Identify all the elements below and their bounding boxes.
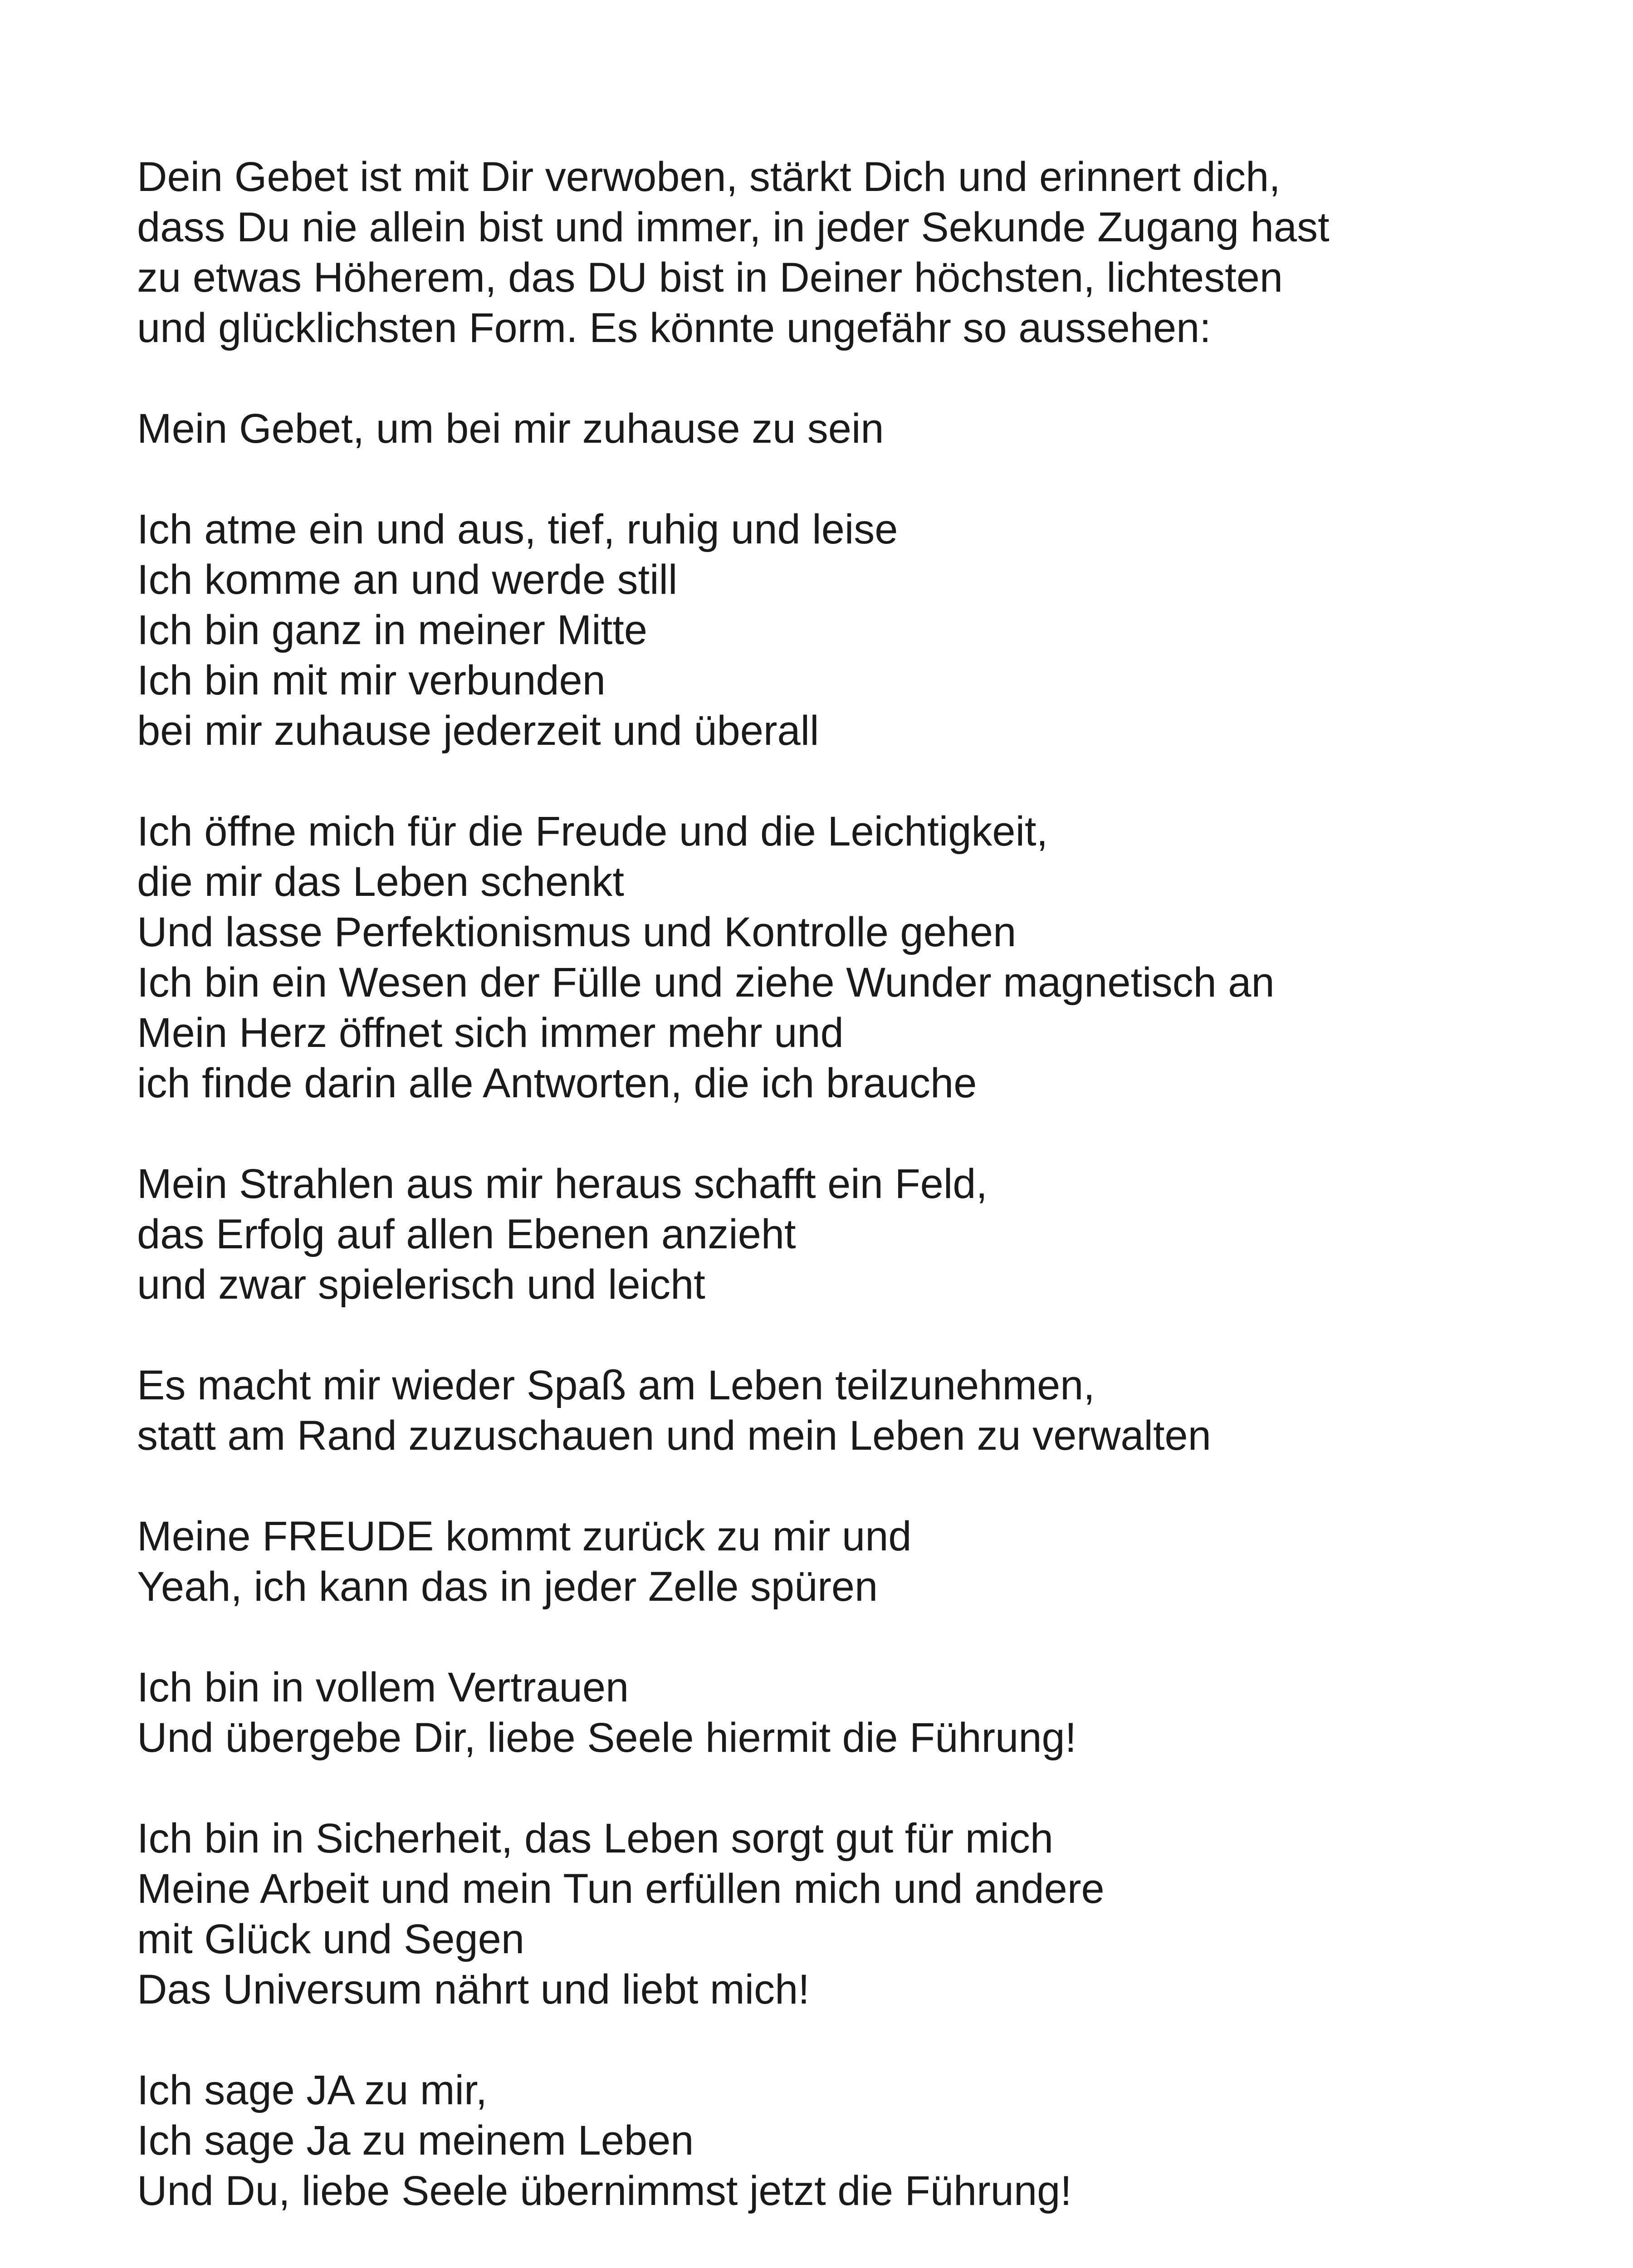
intro-line: Dein Gebet ist mit Dir verwoben, stärkt Dich und erinnert dich, [137,154,1281,200]
verse-line: Ich sage Ja zu meinem Leben [137,2117,694,2164]
verse-line: Ich bin mit mir verbunden [137,657,606,704]
verse-line: Ich bin ganz in meiner Mitte [137,607,647,653]
verse-line: das Erfolg auf allen Ebenen anzieht [137,1211,796,1257]
stanza-3 [137,1159,1498,1310]
verse-line: Meine Arbeit und mein Tun erfüllen mich und andere [137,1866,1105,1912]
spacer [137,2015,1498,2065]
body-text [137,152,1498,2216]
intro-line: und glücklichsten Form. Es könnte ungefähr so aussehen: [137,305,1211,351]
verse-line: Mein Herz öffnet sich immer mehr und [137,1010,844,1056]
verse-line: Und lasse Perfektionismus und Kontrolle gehen [137,909,1017,955]
verse-line: Es macht mir wieder Spaß am Leben teilzunehmen, [137,1362,1095,1408]
stanza-2 [137,807,1498,1109]
verse-line: Ich atme ein und aus, tief, ruhig und leise [137,506,898,552]
stanza-5 [137,1511,1498,1612]
verse-line: Meine FREUDE kommt zurück zu mir und [137,1513,912,1559]
verse-line: mit Glück und Segen [137,1916,525,1962]
verse-line: bei mir zuhause jederzeit und überall [137,708,819,754]
prayer-title: Mein Gebet, um bei mir zuhause zu sein [137,406,884,452]
verse-line: Und übergebe Dir, liebe Seele hiermit die Führung! [137,1715,1077,1761]
spacer [137,1612,1498,1662]
verse-line: statt am Rand zuzuschauen und mein Leben zu verwalten [137,1413,1211,1459]
verse-line: Ich bin in vollem Vertrauen [137,1664,629,1711]
spacer [137,1310,1498,1360]
verse-line: Yeah, ich kann das in jeder Zelle spüren [137,1564,878,1610]
spacer [137,353,1498,404]
verse-line: Ich bin ein Wesen der Fülle und ziehe Wunder magnetisch an [137,959,1275,1006]
verse-line: und zwar spielerisch und leicht [137,1261,705,1308]
stanza-1 [137,504,1498,756]
stanza-8 [137,2065,1498,2216]
intro-line: dass Du nie allein bist und immer, in jeder Sekunde Zugang hast [137,204,1330,250]
intro-line: zu etwas Höherem, das DU bist in Deiner höchsten, lichtesten [137,254,1283,301]
spacer [137,756,1498,807]
spacer [137,454,1498,504]
verse-line: Mein Strahlen aus mir heraus schafft ein Feld, [137,1161,988,1207]
verse-line: die mir das Leben schenkt [137,859,624,905]
spacer [137,1109,1498,1159]
verse-line: Ich öffne mich für die Freude und die Leichtigkeit, [137,808,1048,855]
verse-line: ich finde darin alle Antworten, die ich brauche [137,1060,977,1106]
intro-paragraph [137,152,1498,353]
verse-line: Und Du, liebe Seele übernimmst jetzt die Führung! [137,2168,1072,2214]
verse-line: Ich sage JA zu mir, [137,2067,488,2113]
stanza-4 [137,1360,1498,1461]
verse-line: Das Universum nährt und liebt mich! [137,1966,810,2013]
stanza-6 [137,1662,1498,1763]
verse-line: Ich bin in Sicherheit, das Leben sorgt gut für mich [137,1815,1054,1862]
verse-line: Ich komme an und werde still [137,557,678,603]
stanza-7 [137,1813,1498,2015]
spacer [137,1461,1498,1511]
spacer [137,1763,1498,1813]
